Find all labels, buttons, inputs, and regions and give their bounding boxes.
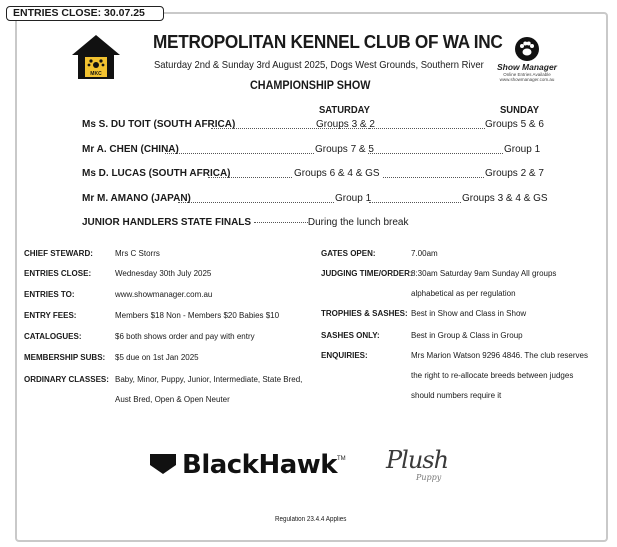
judge-name: Ms S. DU TOIT (SOUTH AFRICA) <box>82 119 236 130</box>
info-label: SASHES ONLY: <box>321 331 380 340</box>
info-value: $6 both shows order and pay with entry <box>115 332 255 341</box>
show-dates: Saturday 2nd & Sunday 3rd August 2025, Dogs West Grounds, Southern River <box>154 59 484 71</box>
club-title: METROPOLITAN KENNEL CLUB OF WA INC <box>153 31 503 52</box>
info-value: Mrs C Storrs <box>115 249 160 258</box>
blackhawk-logo <box>150 450 345 482</box>
judge-saturday: Group 1 <box>335 193 372 204</box>
info-value: Aust Bred, Open & Open Neuter <box>115 395 230 404</box>
info-label: TROPHIES & SASHES: <box>321 309 408 318</box>
info-label: ENTRIES TO: <box>24 290 75 299</box>
info-label: CATALOGUES: <box>24 332 82 341</box>
judge-name: Mr A. CHEN (CHINA) <box>82 144 179 155</box>
regulation-note: Regulation 23.4.4 Applies <box>275 516 347 523</box>
junior-handlers-label: JUNIOR HANDLERS STATE FINALS <box>82 217 252 228</box>
show-manager-url: www.showmanager.com.au <box>499 77 555 82</box>
mkc-kennel-logo <box>70 33 122 81</box>
info-value: should numbers require it <box>411 391 502 400</box>
info-value: alphabetical as per regulation <box>411 289 516 298</box>
blackhawk-mark-icon <box>150 454 176 474</box>
left-info-block <box>24 244 314 414</box>
info-value: 8:30am Saturday 9am Sunday All groups <box>411 269 557 278</box>
judge-sunday: Groups 3 & 4 & GS <box>462 193 548 204</box>
info-label: MEMBERSHIP SUBS: <box>24 353 106 362</box>
info-label: CHIEF STEWARD: <box>24 249 93 258</box>
info-label: ENTRIES CLOSE: <box>24 269 92 278</box>
info-value: Best in Group & Class in Group <box>411 331 523 340</box>
blackhawk-wordmark: BlackHawk <box>182 450 338 480</box>
saturday-heading: SATURDAY <box>319 104 370 116</box>
judge-name: Ms D. LUCAS (SOUTH AFRICA) <box>82 168 231 179</box>
judge-sunday: Groups 5 & 6 <box>485 119 544 130</box>
judge-saturday: Groups 7 & 5 <box>315 144 374 155</box>
blackhawk-tm: TM <box>337 456 346 462</box>
show-manager-sub: Online Entries Available <box>503 72 551 77</box>
junior-handlers-value: During the lunch break <box>307 217 409 228</box>
info-label: ENTRY FEES: <box>24 311 77 320</box>
judge-sunday: Groups 2 & 7 <box>485 168 544 179</box>
judge-saturday: Groups 6 & 4 & GS <box>294 168 380 179</box>
info-label: ORDINARY CLASSES: <box>24 375 109 384</box>
info-value: the right to re-allocate breeds between judges <box>411 371 574 380</box>
entries-close-tag: ENTRIES CLOSE: 30.07.25 <box>6 6 164 21</box>
judge-row <box>82 119 544 133</box>
info-label: JUDGING TIME/ORDER: <box>321 269 413 278</box>
paw-icon <box>514 36 540 62</box>
show-manager-name: Show Manager <box>497 62 557 72</box>
mkc-logo-text: MKC <box>90 71 102 77</box>
info-value: Members $18 Non - Members $20 Babies $10 <box>115 311 280 320</box>
info-label: ENQUIRIES: <box>321 351 368 360</box>
sunday-heading: SUNDAY <box>500 104 540 116</box>
info-value: Best in Show and Class in Show <box>411 309 527 318</box>
info-value: Baby, Minor, Puppy, Junior, Intermediate, State Bred, <box>115 375 303 384</box>
info-value: www.showmanager.com.au <box>115 290 213 299</box>
right-info-block <box>321 244 601 414</box>
judge-row <box>82 144 541 158</box>
judge-saturday: Groups 3 & 2 <box>316 119 375 130</box>
judge-row <box>82 193 548 207</box>
plush-sub: Puppy <box>416 473 442 482</box>
plush-wordmark: Plush <box>386 446 449 474</box>
info-value: $5 due on 1st Jan 2025 <box>115 353 199 362</box>
judge-row <box>82 168 544 182</box>
judge-sunday: Group 1 <box>504 144 541 155</box>
judge-name: Mr M. AMANO (JAPAN) <box>82 193 191 204</box>
info-label: GATES OPEN: <box>321 249 376 258</box>
info-value: Mrs Marion Watson 9296 4846. The club reserves <box>411 351 588 360</box>
info-value: 7.00am <box>411 249 438 258</box>
show-type: CHAMPIONSHIP SHOW <box>250 78 371 92</box>
plush-puppy-logo <box>386 446 454 488</box>
info-value: Wednesday 30th July 2025 <box>115 269 212 278</box>
junior-handlers-line <box>82 217 408 228</box>
